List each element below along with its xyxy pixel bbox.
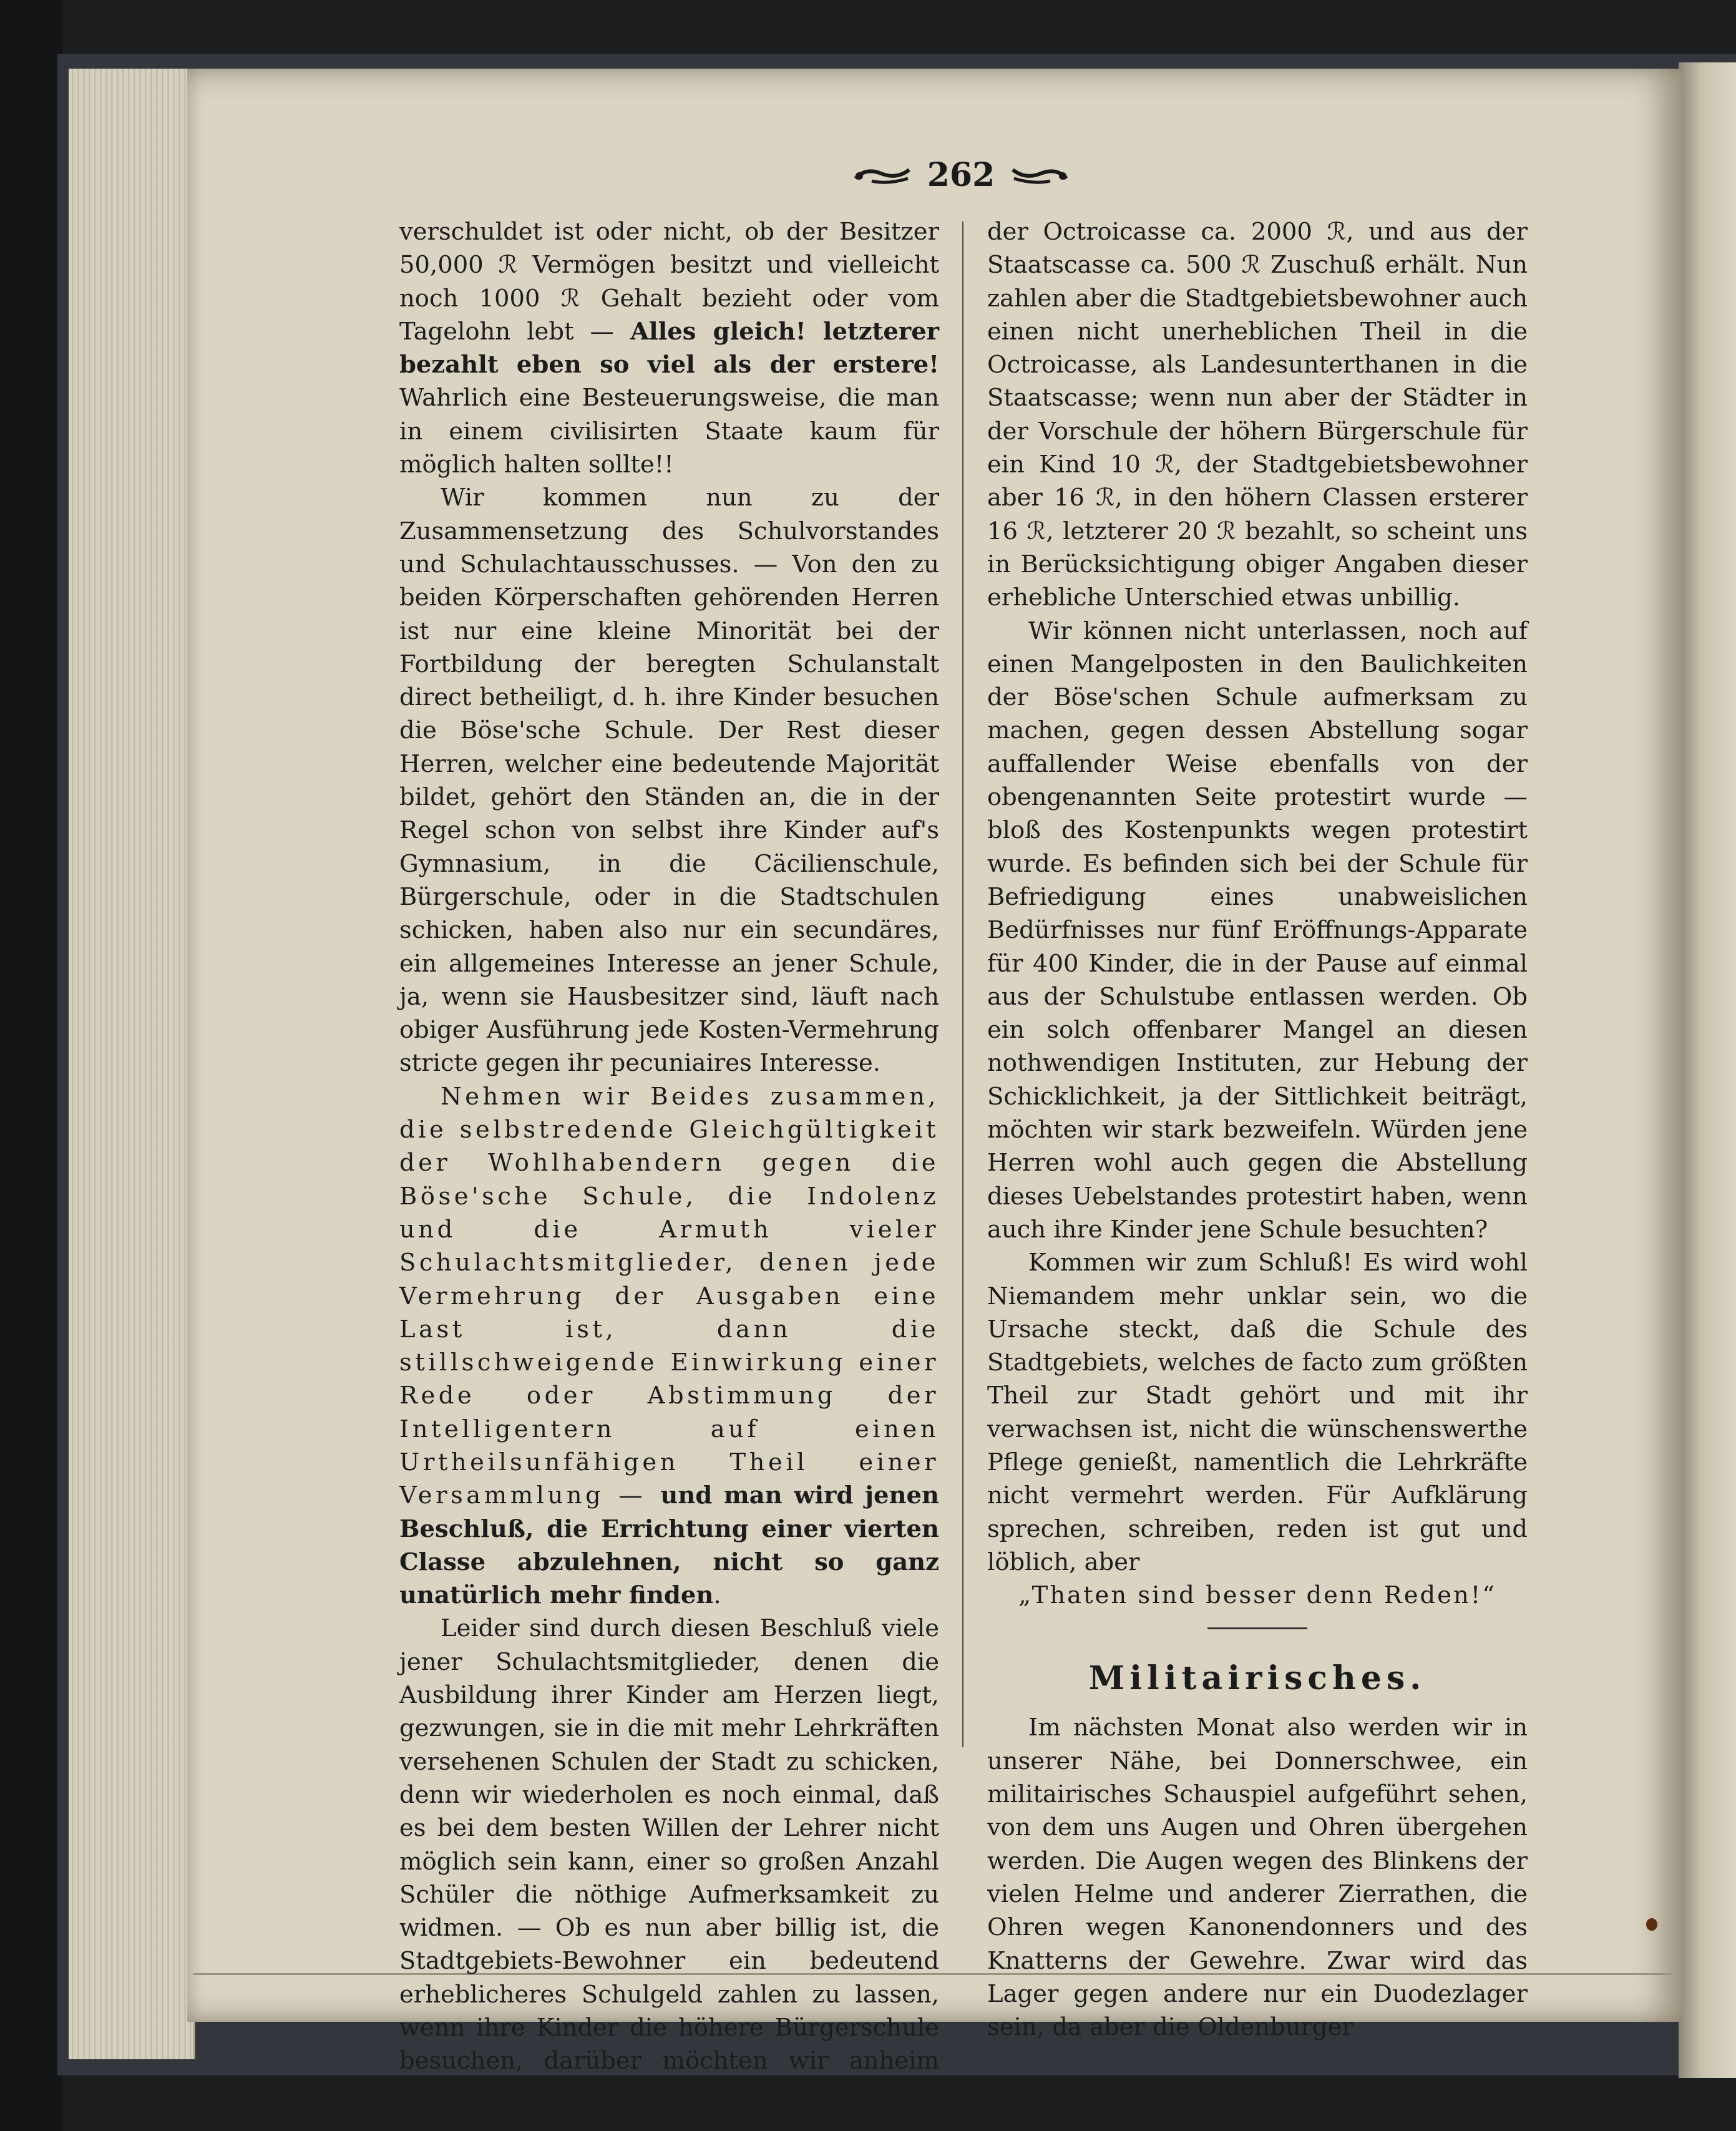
paragraph-text: verschuldet ist oder nicht, ob der Besitzer 50,000 ℛ Vermögen besitzt und vielleicht noch 1000 ℛ Gehalt bezieht oder vom Tagelohn lebt —	[399, 218, 939, 346]
section-separator	[987, 1612, 1528, 1645]
page-header	[836, 150, 1086, 200]
scan-background-strip	[0, 0, 62, 2131]
paragraph: Im nächsten Monat also werden wir in unserer Nähe, bei Donnerschwee, ein militairisches Schauspiel aufgeführt sehen, von dem uns Augen und Ohren übergehen werden. Die Augen wegen des Blinkens der vielen Helme und anderer Zierrathen, die Ohren wegen Kanonendonners und des Knatterns der Gewehre. Zwar wird das Lager gegen andere nur ein Duodezlager sein, da aber die Oldenburger	[987, 1714, 1528, 2042]
paragraph-text: .	[713, 1581, 721, 1610]
paragraph-text: Wahrlich eine Besteuerungsweise, die man in einem civilisirten Staate kaum für möglich halten sollte!!	[399, 384, 939, 479]
closing-quote: „Thaten sind besser denn Reden!“	[1018, 1581, 1496, 1610]
spaced-text: Nehmen wir Beides zusammen, die selbstredende Gleichgültigkeit der Wohlhabendern gegen die Böse'sche Schule, die Indolenz und die Armuth vieler Schulachtsmitglieder, denen jede Vermehrung der Ausgaben eine Last ist, dann die stillschweigende Einwirkung einer Rede oder Abstimmung der Intelligentern auf einen Urtheilsunfähigen Theil einer Versammlung —	[399, 1082, 939, 1510]
paragraph: Wir können nicht unterlassen, noch auf einen Mangelposten in den Baulichkeiten der Böse'schen Schule aufmerksam zu machen, gegen dessen Abstellung sogar auffallender Weise ebenfalls von der obengenannten Seite protestirt wurde — bloß des Kostenpunkts wegen protestirt wurde. Es befinden sich bei der Schule für Befriedigung eines unabweislichen Bedürfnisses nur fünf Eröffnungs-Apparate für 400 Kinder, die in der Pause auf einmal aus der Schulstube entlassen werden. Ob ein solch offenbarer Mangel an diesen nothwendigen Instituten, zur Hebung der Schicklichkeit, ja der Sittlichkeit beiträgt, möchten wir stark bezweifeln. Würden jene Herren wohl auch gegen die Abstellung dieses Uebelstandes protestirt haben, wenn auch ihre Kinder jene Schule besuchten?	[987, 617, 1528, 1244]
scroll-ornament-right-icon	[1010, 162, 1069, 187]
paragraph	[399, 215, 939, 481]
ink-spot	[1646, 1918, 1657, 1931]
section-heading: Militairisches.	[1088, 1659, 1426, 1697]
left-column	[399, 215, 939, 2109]
right-column	[987, 215, 1528, 2042]
paragraph: Leider sind durch diesen Beschluß viele jener Schulachtsmitglieder, denen die Ausbildung ihrer Kinder am Herzen liegt, gezwungen, sie in die mit mehr Lehrkräften versehenen Schulen der Stadt zu schicken, denn wir wiederholen es noch einmal, daß es bei dem besten Willen der Lehrer nicht möglich sein kann, einer so großen Anzahl Schüler die nöthige Aufmerksamkeit zu widmen. — Ob es nun aber billig ist, die Stadtgebiets-Bewohner ein bedeutend erheblicheres Schulgeld zahlen zu lassen, wenn ihre Kinder die höhere Bürgerschule besuchen, darüber möchten wir anheim geben, daß diese aus	[399, 1614, 939, 2109]
separator-rule	[1207, 1627, 1307, 1629]
emphasis-text: Alles gleich! letzterer bezahlt eben so viel als der erstere!	[399, 317, 939, 379]
paragraph: der Octroicasse ca. 2000 ℛ, und aus der Staatscasse ca. 500 ℛ Zuschuß erhält. Nun zahlen aber die Stadtgebietsbewohner auch einen nicht unerheblichen Theil in die Octroicasse, als Landesunterthanen in die Staatscasse; wenn nun aber der Städter in der Vorschule der höhern Bürgerschule für ein Kind 10 ℛ, der Stadtgebietsbewohner aber 16 ℛ, in den höhern Classen ersterer 16 ℛ, letzterer 20 ℛ bezahlt, so scheint uns in Berücksichtigung obiger Angaben dieser erhebliche Unterschied etwas unbillig.	[987, 218, 1528, 612]
paragraph	[399, 1080, 939, 1612]
column-divider	[962, 222, 963, 1747]
paragraph: Wir kommen nun zu der Zusammensetzung des Schulvorstandes und Schulachtausschusses. — Von den zu beiden Körperschaften gehörenden Herren ist nur eine kleine Minorität bei der Fortbildung der beregten Schulanstalt direct betheiligt, d. h. ihre Kinder besuchen die Böse'sche Schule. Der Rest dieser Herren, welcher eine bedeutende Majorität bildet, gehört den Ständen an, die in der Regel schon von selbst ihre Kinder auf's Gymnasium, in die Cäcilienschule, Bürgerschule, oder in die Stadtschulen schicken, haben also nur ein secundäres, ein allgemeines Interesse an jener Schule, ja, wenn sie Hausbesitzer sind, läuft nach obiger Ausführung jede Kosten-Vermehrung stricte gegen ihr pecuniaires Interesse.	[399, 484, 939, 1078]
page-stack-edge	[69, 69, 195, 2059]
facing-page-edge	[1679, 62, 1736, 2078]
scroll-ornament-left-icon	[853, 162, 912, 187]
page-number: 262	[927, 155, 995, 194]
emphasis-text: und man wird jenen Beschluß, die Errichtung einer vierten Classe abzulehnen, nicht so ganz unatürlich mehr finden	[399, 1481, 939, 1610]
paragraph: Kommen wir zum Schluß! Es wird wohl Niemandem mehr unklar sein, wo die Ursache steckt, daß die Schule des Stadtgebiets, welches de facto zum größten Theil zur Stadt gehört und mit ihr verwachsen ist, nicht die wünschenswerthe Pflege genießt, namentlich die Lehrkräfte nicht vermehrt werden. Für Aufklärung sprechen, schreiben, reden ist gut und löblich, aber	[987, 1249, 1528, 1576]
